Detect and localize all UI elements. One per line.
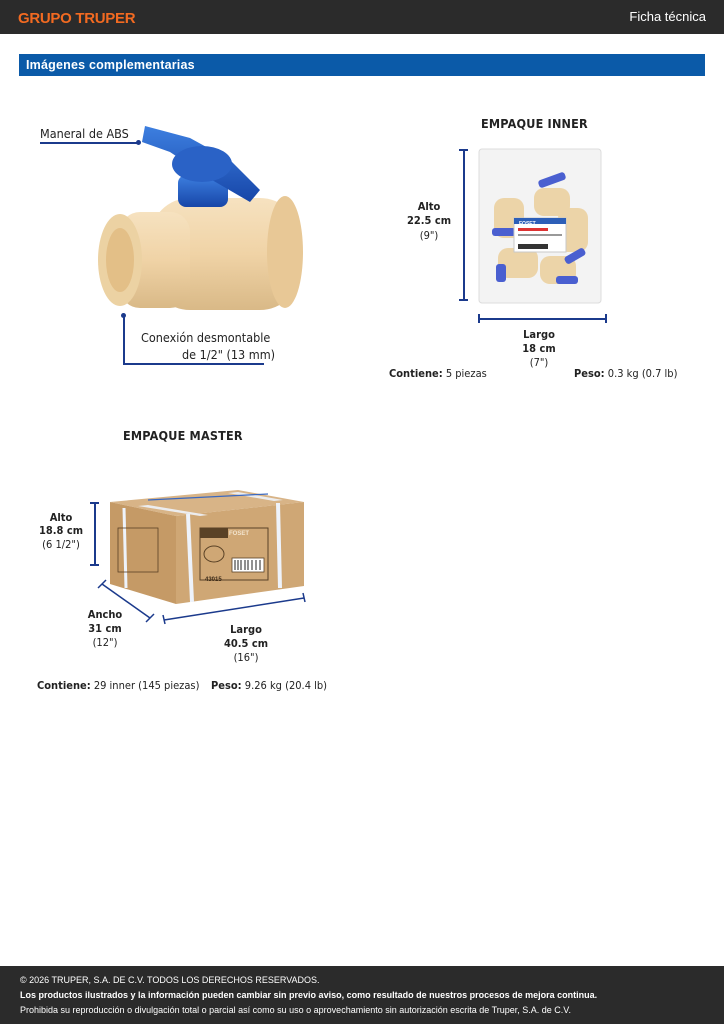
master-length-value: 40.5 cm (223, 637, 269, 650)
document-type: Ficha técnica (629, 9, 706, 24)
inner-height-tick-top (459, 149, 468, 151)
inner-weight-label: Peso: (574, 367, 605, 380)
inner-bag-image (478, 148, 602, 304)
handle-label: Maneral de ABS (40, 126, 129, 141)
inner-height-tick-bottom (459, 299, 468, 301)
master-length-label: Largo (230, 623, 262, 636)
master-height-value: 18.8 cm (38, 524, 84, 537)
inner-contents-value: 5 piezas (445, 367, 487, 380)
inner-weight (574, 367, 677, 380)
connection-size-mm: (13 mm) (226, 347, 276, 362)
inner-height-inches: (9") (419, 229, 439, 242)
inner-contents-label: Contiene: (389, 367, 443, 380)
master-width-inches: (12") (92, 636, 118, 649)
master-contents (37, 679, 199, 692)
master-height-inches: (6 1/2") (42, 538, 80, 551)
footer-notice: Los productos ilustrados y la información pueden cambiar sin previo aviso, como resultado de nuestros procesos de mejora continua. (20, 990, 598, 1000)
master-box-code: 43015 (205, 577, 222, 583)
master-package-heading: EMPAQUE MASTER (123, 428, 243, 443)
master-box-brand: FOSET (229, 531, 250, 537)
master-height-tick-bottom (90, 564, 99, 566)
footer-copyright: © 2026 TRUPER, S.A. DE C.V. TODOS LOS DERECHOS RESERVADOS. (20, 975, 320, 985)
master-height-tick-top (90, 502, 99, 504)
inner-package-heading: EMPAQUE INNER (481, 116, 588, 131)
connection-leader-vertical (123, 316, 125, 364)
master-height-dimension-line (94, 502, 96, 565)
inner-height-dimension-line (463, 149, 465, 300)
footer (0, 966, 724, 1024)
connection-size-inch: de 1/2" (182, 347, 223, 362)
master-length-dimension-line (160, 590, 310, 624)
inner-bag-brand: FOSET (519, 221, 536, 227)
inner-length-tick-left (478, 314, 480, 323)
master-width-label: Ancho (87, 608, 123, 621)
footer-prohibition: Prohibida su reproducción o divulgación total o parcial así como su uso o aprovechamiento sin autorización escrita de Truper, S.A. de C.V. (20, 1005, 571, 1015)
inner-height-value: 22.5 cm (406, 214, 452, 227)
connection-label-line1: Conexión desmontable (141, 330, 271, 345)
master-weight-label: Peso: (211, 679, 242, 692)
connection-leader-horizontal (123, 363, 264, 365)
master-contents-value: 29 inner (145 piezas) (93, 679, 200, 692)
inner-length-tick-right (605, 314, 607, 323)
master-contents-label: Contiene: (37, 679, 91, 692)
inner-height-label: Alto (417, 200, 441, 213)
section-title: Imágenes complementarias (26, 58, 195, 72)
connection-label-line2 (182, 347, 275, 362)
master-width-value: 31 cm (88, 622, 122, 635)
inner-contents (389, 367, 487, 380)
inner-length-value: 18 cm (522, 342, 556, 355)
master-weight-value: 9.26 kg (20.4 lb) (244, 679, 328, 692)
inner-length-label: Largo (523, 328, 555, 341)
inner-weight-value: 0.3 kg (0.7 lb) (607, 367, 678, 380)
inner-length-inches: (7") (529, 356, 549, 369)
inner-length-dimension-line (479, 318, 606, 320)
brand-logo: GRUPO TRUPER (18, 10, 136, 27)
ball-valve-image (90, 120, 310, 320)
section-header (19, 54, 705, 76)
master-weight (211, 679, 327, 692)
master-height-label: Alto (49, 511, 73, 524)
master-length-inches: (16") (233, 651, 259, 664)
top-header-bar (0, 0, 724, 34)
